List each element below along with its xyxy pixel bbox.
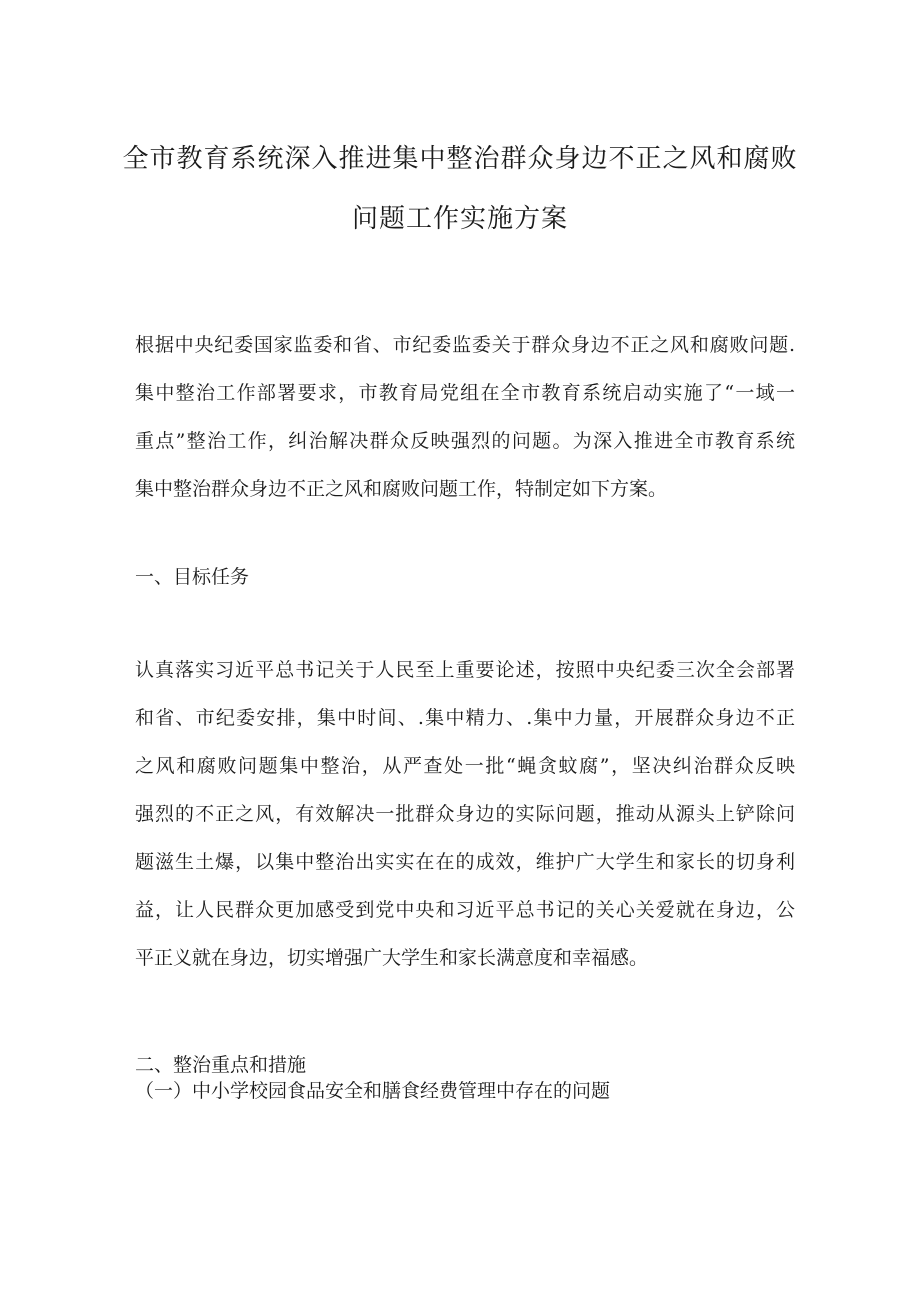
section-1-line: 之风和腐败问题集中整治，从严查处一批“蝇贪蚊腐”，坚决纠治群众反映 [135,755,795,777]
intro-line: 集中整治工作部署要求，市教育局党组在全市教育系统启动实施了“一域一 [135,382,795,404]
section-1-line: 题滋生土爆，以集中整治出实实在在的成效，维护广大学生和家长的切身利 [135,851,795,873]
section-1-line: 益，让人民群众更加感受到党中央和习近平总书记的关心关爱就在身边，公 [135,899,795,921]
section-2-heading: 二、整治重点和措施 [135,1054,307,1076]
document-title-line-1: 全市教育系统深入推进集中整治群众身边不正之风和腐败 [122,144,798,174]
intro-line: 根据中央纪委国家监委和省、市纪委监委关于群众身边不正之风和腐败问题. [135,334,795,356]
section-1-line: 认真落实习近平总书记关于人民至上重要论述，按照中央纪委三次全会部署 [135,659,795,681]
document-title-line-2: 问题工作实施方案 [351,204,568,234]
intro-line: 集中整治群众身边不正之风和腐败问题工作，特制定如下方案。 [135,478,668,500]
intro-paragraph [135,321,795,513]
section-1-line: 平正义就在身边，切实增强广大学生和家长满意度和幸福感。 [135,947,649,969]
section-1-heading: 一、目标任务 [135,566,250,588]
section-1-line: 强烈的不正之风，有效解决一批群众身边的实际问题，推动从源头上铲除问 [135,803,795,825]
section-1-line: 和省、市纪委安排，集中时间、.集中精力、.集中力量，开展群众身边不正 [135,707,795,729]
section-1-paragraph [135,646,795,982]
section-2-subheading-1: （一）中小学校园食品安全和膳食经费管理中存在的问题 [135,1080,611,1102]
intro-line: 重点”整治工作，纠治解决群众反映强烈的问题。为深入推进全市教育系统 [135,430,795,452]
